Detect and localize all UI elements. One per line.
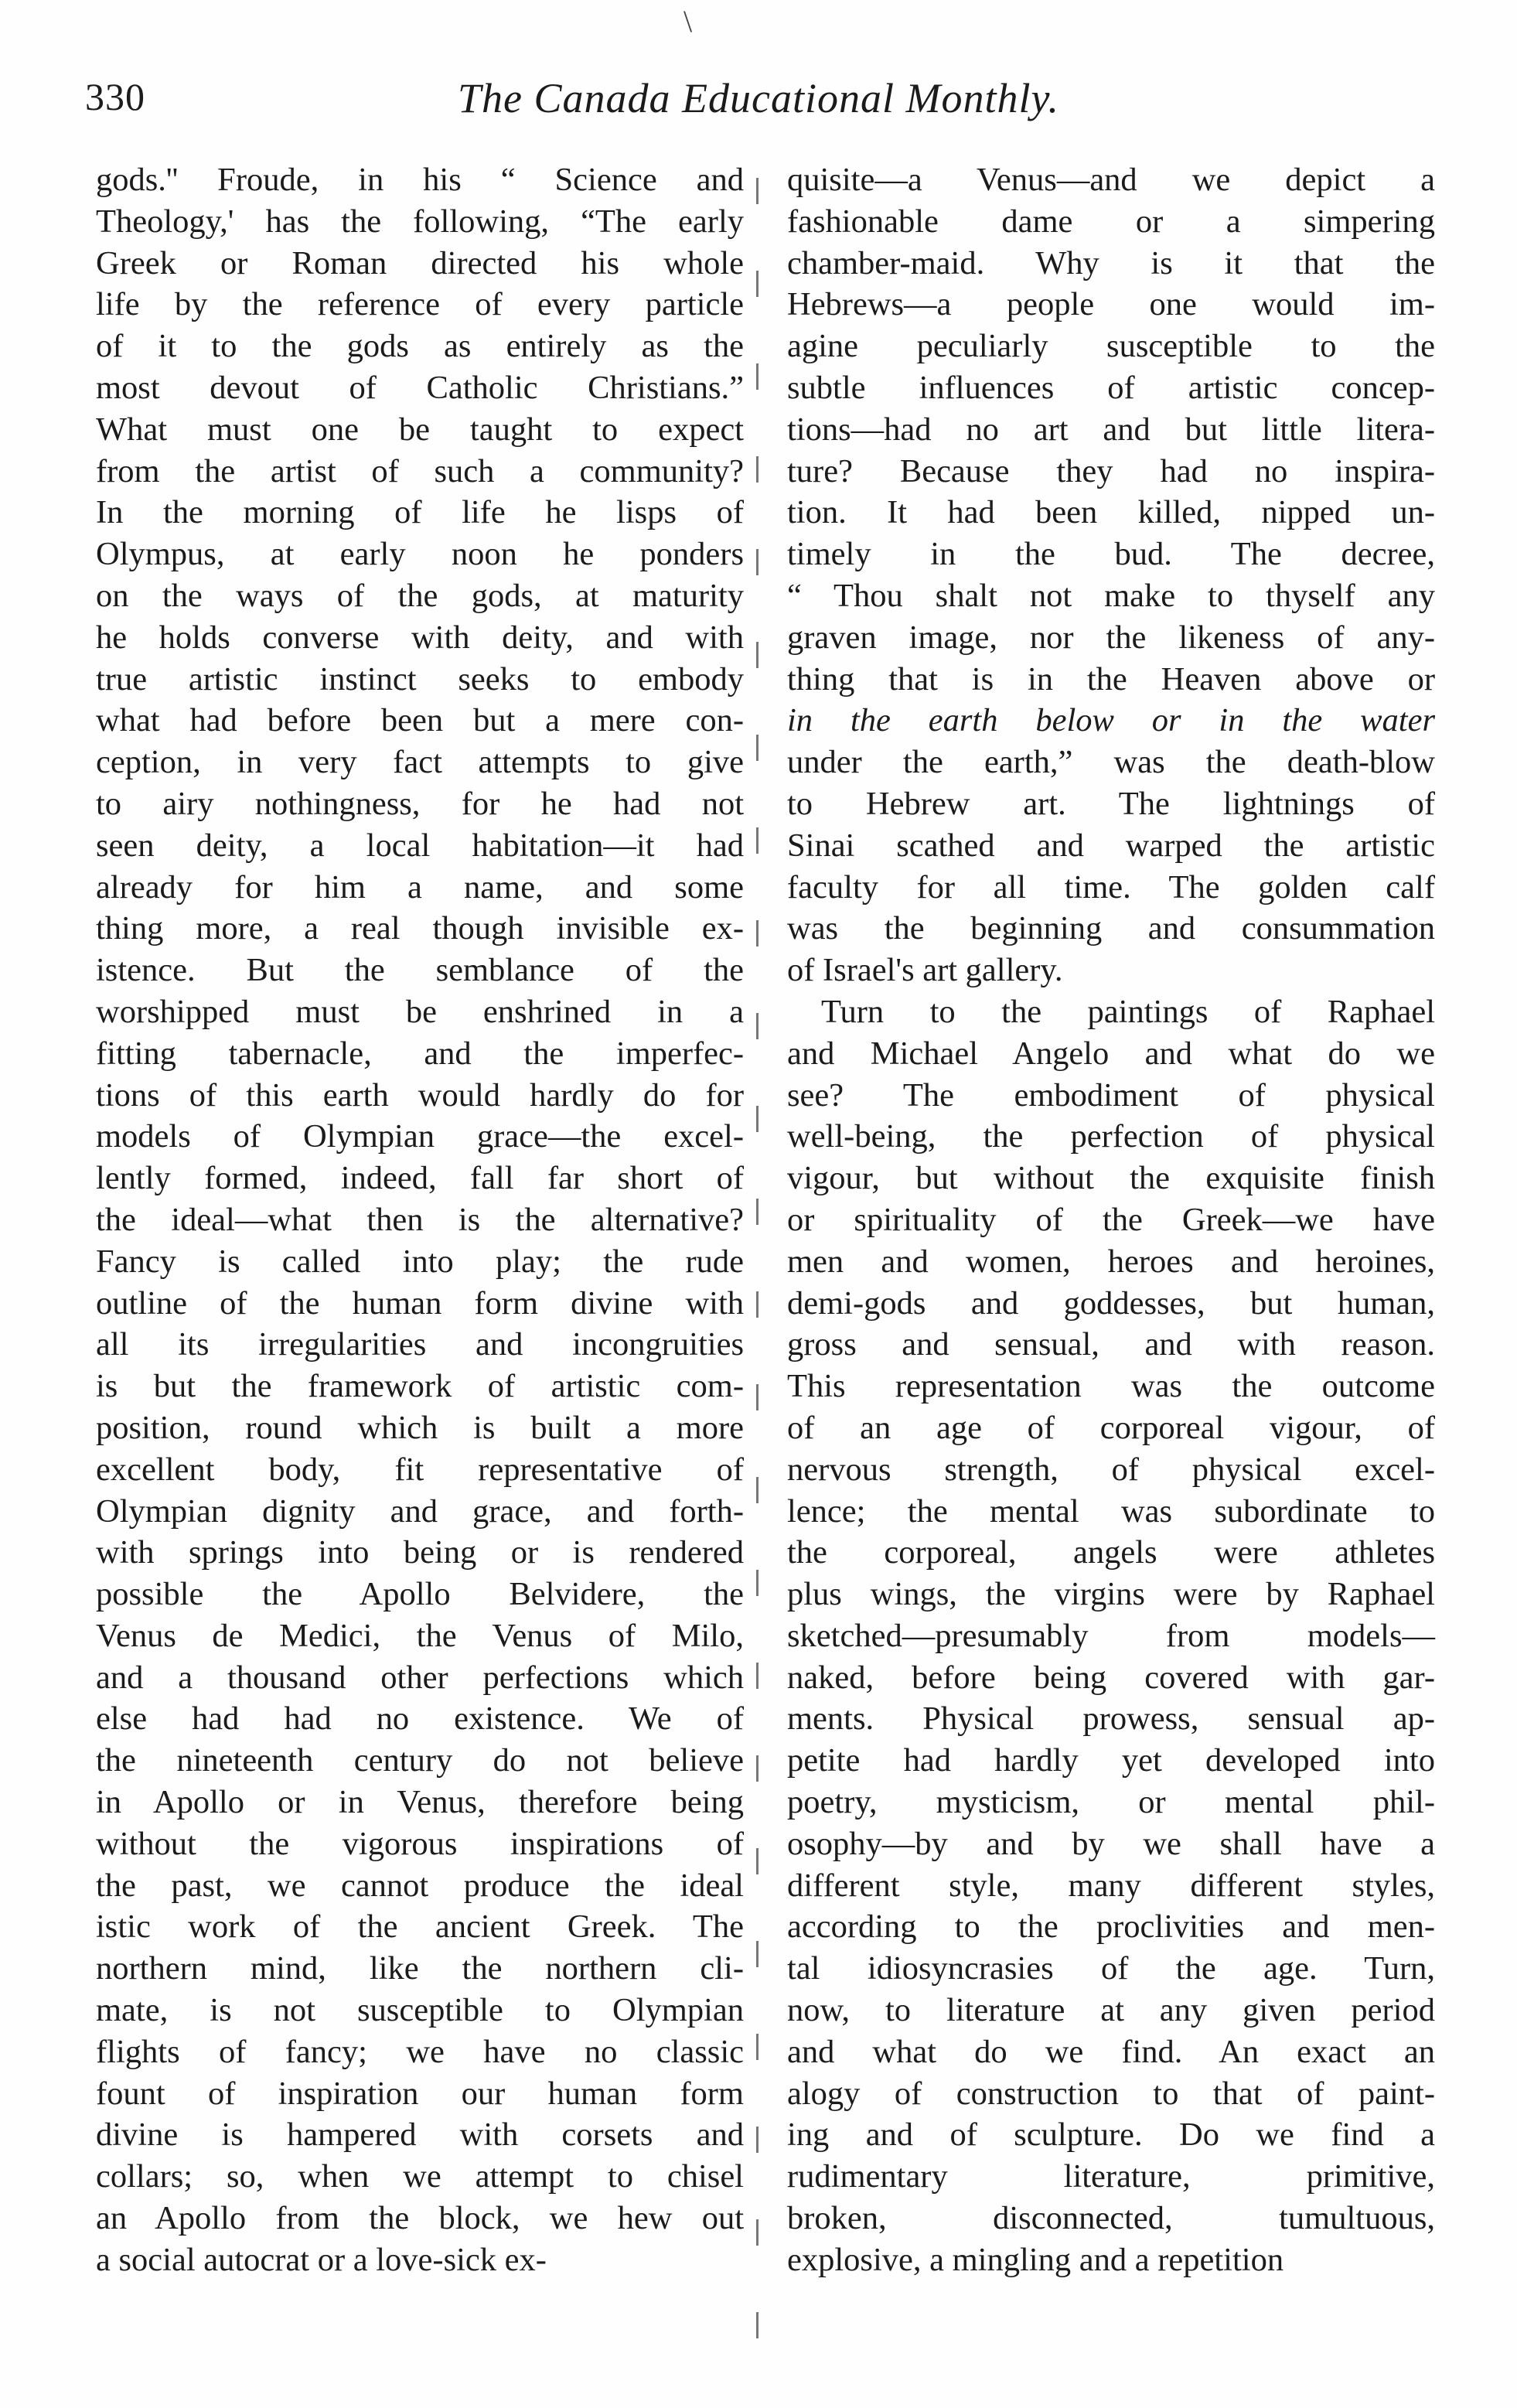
text-line: flights of fancy; we have no classic (96, 2033, 744, 2070)
text-line: else had had no existence. We of (96, 1700, 744, 1738)
text-line: all its irregularities and incongruities (96, 1326, 744, 1363)
text-line: without the vigorous inspirations of (96, 1825, 744, 1862)
text-line: already for him a name, and some (96, 868, 744, 906)
left-column (96, 159, 744, 2281)
text-line: Olympian dignity and grace, and forth- (96, 1492, 744, 1530)
text-line: tion. It had been killed, nipped un- (787, 494, 1435, 531)
text-line: fount of inspiration our human form (96, 2075, 744, 2112)
text-line: now, to literature at any given period (787, 1992, 1435, 2029)
text-line: rudimentary literature, primitive, (787, 2158, 1435, 2195)
text-line: naked, before being covered with gar- (787, 1659, 1435, 1696)
text-line: alogy of construction to that of paint- (787, 2075, 1435, 2112)
text-line: agine peculiarly susceptible to the (787, 328, 1435, 365)
text-line: of it to the gods as entirely as the (96, 328, 744, 365)
text-line: fitting tabernacle, and the imperfec- (96, 1035, 744, 1072)
text-line: ture? Because they had no inspira- (787, 452, 1435, 489)
text-line: what had before been but a mere con- (96, 702, 744, 739)
running-header (85, 74, 1517, 136)
text-line: with springs into being or is rendered (96, 1534, 744, 1571)
text-line: ing and of sculpture. Do we find a (787, 2116, 1435, 2154)
text-line: tal idiosyncrasies of the age. Turn, (787, 1950, 1435, 1987)
text-line: possible the Apollo Belvidere, the (96, 1576, 744, 1613)
text-line: vigour, but without the exquisite finish (787, 1160, 1435, 1197)
text-line: to airy nothingness, for he had not (96, 785, 744, 822)
text-line: Sinai scathed and warped the artistic (787, 827, 1435, 864)
text-line: ception, in very fact attempts to give (96, 744, 744, 781)
text-line: Theology,' has the following, “The early (96, 203, 744, 240)
text-line: the nineteenth century do not believe (96, 1742, 744, 1779)
text-line: Venus de Medici, the Venus of Milo, (96, 1617, 744, 1654)
text-line: thing more, a real though invisible ex- (96, 910, 744, 947)
text-line: men and women, heroes and heroines, (787, 1243, 1435, 1280)
running-title: The Canada Educational Monthly. (458, 75, 1059, 121)
text-line: an Apollo from the block, we hew out (96, 2200, 744, 2237)
text-line: to Hebrew art. The lightnings of (787, 785, 1435, 822)
text-line: see? The embodiment of physical (787, 1076, 1435, 1114)
text-line: quisite—a Venus—and we depict a (787, 162, 1435, 198)
text-line: sketched—presumably from models— (787, 1617, 1435, 1654)
text-line: collars; so, when we attempt to chisel (96, 2158, 744, 2195)
text-line: seen deity, a local habitation—it had (96, 827, 744, 864)
page-number: 330 (85, 75, 145, 118)
text-line: lence; the mental was subordinate to (787, 1492, 1435, 1530)
text-line: explosive, a mingling and a repetition (787, 2241, 1284, 2278)
text-line: worshipped must be enshrined in a (96, 993, 744, 1030)
text-line: lently formed, indeed, fall far short of (96, 1160, 744, 1197)
text-line: demi-gods and goddesses, but human, (787, 1284, 1435, 1322)
text-line: a social autocrat or a love-sick ex- (96, 2241, 547, 2278)
scan-speck: \ (684, 4, 693, 39)
text-line: Fancy is called into play; the rude (96, 1243, 744, 1280)
text-line: excellent body, fit representative of (96, 1451, 744, 1488)
text-line: Turn to the paintings of Raphael (821, 993, 1435, 1030)
text-line: “ Thou shalt not make to thyself any (787, 577, 1435, 614)
text-line: he holds converse with deity, and with (96, 619, 744, 656)
text-line: according to the proclivities and men- (787, 1908, 1435, 1946)
text-line: different style, many different styles, (787, 1867, 1435, 1904)
text-line: plus wings, the virgins were by Raphael (787, 1576, 1435, 1613)
text-line: or spirituality of the Greek—we have (787, 1201, 1435, 1238)
text-line: graven image, nor the likeness of any- (787, 619, 1435, 656)
text-line: position, round which is built a more (96, 1409, 744, 1446)
text-line: In the morning of life he lisps of (96, 494, 744, 531)
text-line: the past, we cannot produce the ideal (96, 1867, 744, 1904)
text-line: petite had hardly yet developed into (787, 1742, 1435, 1779)
text-line: Olympus, at early noon he ponders (96, 536, 744, 573)
text-line: northern mind, like the northern cli- (96, 1950, 744, 1987)
text-line: of Israel's art gallery. (787, 952, 1063, 989)
text-line: gross and sensual, and with reason. (787, 1326, 1435, 1363)
text-line: This representation was the outcome (787, 1368, 1435, 1405)
text-line: chamber-maid. Why is it that the (787, 244, 1435, 281)
text-line: What must one be taught to expect (96, 411, 744, 448)
text-line: divine is hampered with corsets and (96, 2116, 744, 2154)
text-line: poetry, mysticism, or mental phil- (787, 1784, 1435, 1821)
text-line: in the earth below or in the water (787, 702, 1435, 739)
text-line: nervous strength, of physical excel- (787, 1451, 1435, 1488)
text-line: life by the reference of every particle (96, 286, 744, 323)
right-column (787, 159, 1435, 2281)
text-line: the ideal—what then is the alternative? (96, 1201, 744, 1238)
text-line: osophy—by and by we shall have a (787, 1825, 1435, 1862)
text-line: Greek or Roman directed his whole (96, 244, 744, 281)
text-line: is but the framework of artistic com- (96, 1368, 744, 1405)
text-line: true artistic instinct seeks to embody (96, 660, 744, 698)
column-divider (756, 178, 758, 2359)
text-line: ments. Physical prowess, sensual ap- (787, 1700, 1435, 1738)
text-line: well-being, the perfection of physical (787, 1118, 1435, 1155)
text-line: under the earth,” was the death-blow (787, 744, 1435, 781)
text-line: istence. But the semblance of the (96, 952, 744, 989)
text-line: fashionable dame or a simpering (787, 203, 1435, 240)
text-line: most devout of Catholic Christians.” (96, 369, 744, 406)
text-line: tions—had no art and but little litera- (787, 411, 1435, 448)
text-line: of an age of corporeal vigour, of (787, 1409, 1435, 1446)
text-line: was the beginning and consummation (787, 910, 1435, 947)
text-line: mate, is not susceptible to Olympian (96, 1992, 744, 2029)
text-line: on the ways of the gods, at maturity (96, 577, 744, 614)
text-line: thing that is in the Heaven above or (787, 660, 1435, 698)
text-line: in Apollo or in Venus, therefore being (96, 1784, 744, 1821)
text-line: and Michael Angelo and what do we (787, 1035, 1435, 1072)
text-line: outline of the human form divine with (96, 1284, 744, 1322)
text-line: faculty for all time. The golden calf (787, 868, 1435, 906)
text-line: the corporeal, angels were athletes (787, 1534, 1435, 1571)
text-line: istic work of the ancient Greek. The (96, 1908, 744, 1946)
text-line: and what do we find. An exact an (787, 2033, 1435, 2070)
text-line: from the artist of such a community? (96, 452, 744, 489)
text-line: and a thousand other perfections which (96, 1659, 744, 1696)
text-line: timely in the bud. The decree, (787, 536, 1435, 573)
text-line: subtle influences of artistic concep- (787, 369, 1435, 406)
text-line: broken, disconnected, tumultuous, (787, 2200, 1435, 2237)
text-line: gods.'' Froude, in his “ Science and (96, 162, 744, 198)
text-line: Hebrews—a people one would im- (787, 286, 1435, 323)
text-line: models of Olympian grace—the excel- (96, 1118, 744, 1155)
text-line: tions of this earth would hardly do for (96, 1076, 744, 1114)
